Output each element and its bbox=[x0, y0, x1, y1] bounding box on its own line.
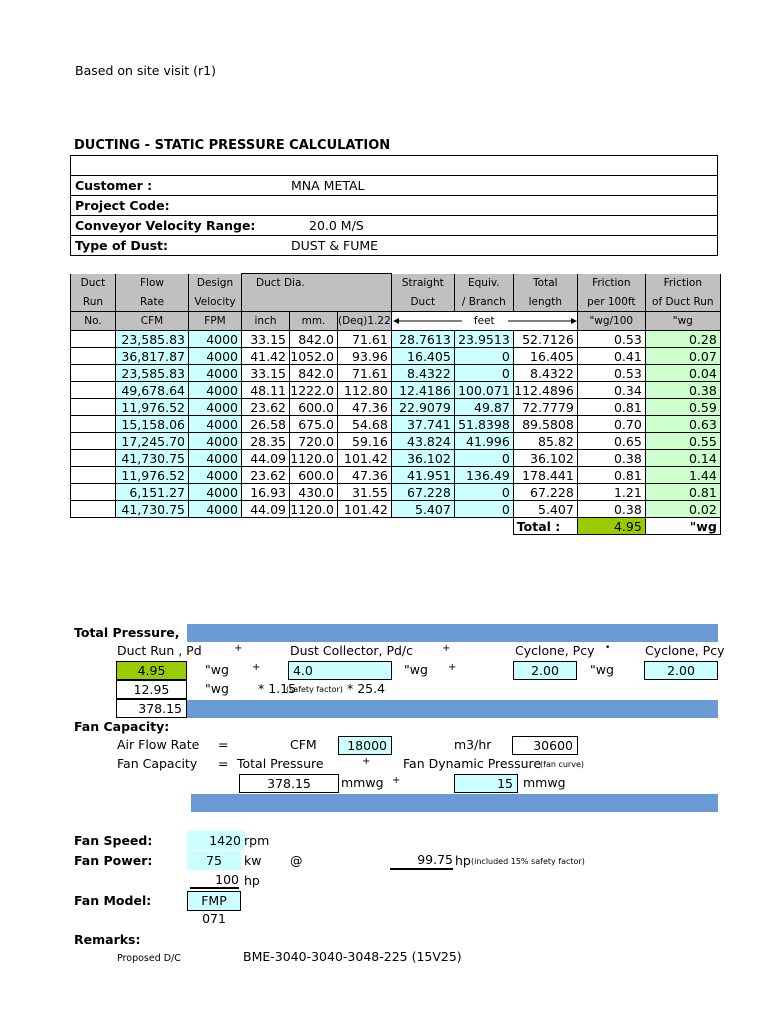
total-pressure-label: Total Pressure bbox=[237, 756, 324, 771]
table-cell: 0.04 bbox=[645, 365, 720, 382]
table-cell: 0.81 bbox=[577, 467, 645, 484]
table-cell bbox=[71, 331, 116, 348]
table-cell[interactable]: 4000 bbox=[189, 467, 242, 484]
table-row bbox=[71, 348, 721, 365]
total-unit: "wg bbox=[645, 518, 720, 535]
table-cell bbox=[71, 382, 116, 399]
table-cell: 52.7126 bbox=[513, 331, 577, 348]
table-cell[interactable]: 0 bbox=[454, 365, 513, 382]
table-cell[interactable]: 4000 bbox=[189, 382, 242, 399]
table-cell[interactable]: 17,245.70 bbox=[116, 433, 189, 450]
table-cell: 600.0 bbox=[290, 399, 338, 416]
table-cell: 0.38 bbox=[645, 382, 720, 399]
capacity-bar bbox=[191, 794, 718, 812]
table-cell: 0.53 bbox=[577, 331, 645, 348]
info-value[interactable]: MNA METAL bbox=[291, 178, 365, 193]
col-header: Velocity bbox=[189, 293, 242, 312]
table-cell bbox=[71, 348, 116, 365]
fan-speed-input[interactable]: 1420 bbox=[187, 831, 245, 850]
table-cell bbox=[71, 433, 116, 450]
table-cell bbox=[71, 399, 116, 416]
proposed-dc-label: Proposed D/C bbox=[117, 953, 181, 964]
mmwg-unit: mmwg bbox=[341, 775, 384, 790]
m3hr-value: 30600 bbox=[512, 736, 578, 755]
table-row bbox=[71, 501, 721, 518]
col-header bbox=[242, 293, 392, 312]
kw-unit: kw bbox=[244, 853, 262, 868]
table-cell: 0.41 bbox=[577, 348, 645, 365]
length-feet-header bbox=[391, 312, 577, 331]
table-cell: 31.55 bbox=[338, 484, 392, 501]
info-row-project-code bbox=[71, 195, 717, 215]
col-header: Total bbox=[513, 274, 577, 293]
table-cell[interactable]: 4000 bbox=[189, 501, 242, 518]
table-cell: 112.80 bbox=[338, 382, 392, 399]
table-cell: 0.65 bbox=[577, 433, 645, 450]
proposed-dc-value: BME-3040-3040-3048-225 (15V25) bbox=[243, 949, 462, 964]
m3hr-label: m3/hr bbox=[454, 737, 492, 752]
table-cell[interactable]: 4000 bbox=[189, 331, 242, 348]
remarks-label: Remarks: bbox=[74, 932, 141, 947]
safety-multiplier: * 1.15 bbox=[258, 681, 297, 696]
table-cell: 71.61 bbox=[338, 365, 392, 382]
fan-speed-label: Fan Speed: bbox=[74, 833, 153, 848]
site-visit-note: Based on site visit (r1) bbox=[75, 63, 217, 78]
table-cell: 23.62 bbox=[242, 467, 290, 484]
table-cell: 842.0 bbox=[290, 331, 338, 348]
total-pressure-mmwg: 378.15 bbox=[239, 774, 339, 793]
table-cell: 1.21 bbox=[577, 484, 645, 501]
dynamic-pressure-label: Fan Dynamic Pressure bbox=[403, 756, 542, 771]
table-row bbox=[71, 433, 721, 450]
table-cell: 16.93 bbox=[242, 484, 290, 501]
fan-model-label: Fan Model: bbox=[74, 893, 152, 908]
table-row bbox=[71, 450, 721, 467]
info-blank-row bbox=[71, 156, 717, 175]
table-cell[interactable]: 0 bbox=[454, 501, 513, 518]
table-cell: 0.81 bbox=[577, 399, 645, 416]
col-header: CFM bbox=[116, 312, 189, 331]
rated-hp-value: 100 bbox=[190, 872, 239, 889]
table-cell[interactable]: 36.102 bbox=[391, 450, 454, 467]
table-cell: 0.14 bbox=[645, 450, 720, 467]
fan-capacity-title: Fan Capacity: bbox=[74, 719, 170, 734]
pressure-bar-top bbox=[187, 624, 718, 642]
col-header: feet bbox=[473, 315, 495, 327]
table-cell[interactable]: 16.405 bbox=[391, 348, 454, 365]
table-cell: 1.44 bbox=[645, 467, 720, 484]
table-cell[interactable]: 136.49 bbox=[454, 467, 513, 484]
unit-wg: "wg bbox=[205, 681, 229, 696]
table-cell: 89.5808 bbox=[513, 416, 577, 433]
table-cell[interactable]: 28.7613 bbox=[391, 331, 454, 348]
info-value[interactable]: DUST & FUME bbox=[291, 238, 379, 253]
fan-curve-note: (fan curve) bbox=[540, 760, 584, 769]
fan-model-input[interactable]: FMP 071 bbox=[187, 891, 241, 911]
table-row bbox=[71, 484, 721, 501]
table-cell[interactable]: 36,817.87 bbox=[116, 348, 189, 365]
table-cell: 0.63 bbox=[645, 416, 720, 433]
table-cell: 47.36 bbox=[338, 399, 392, 416]
table-cell[interactable]: 41.951 bbox=[391, 467, 454, 484]
table-cell[interactable]: 4000 bbox=[189, 450, 242, 467]
table-cell: 93.96 bbox=[338, 348, 392, 365]
table-cell: 33.15 bbox=[242, 365, 290, 382]
info-row-velocity bbox=[71, 215, 717, 235]
table-row bbox=[71, 365, 721, 382]
table-cell[interactable]: 8.4322 bbox=[391, 365, 454, 382]
table-cell[interactable]: 4000 bbox=[189, 348, 242, 365]
table-cell[interactable]: 67.228 bbox=[391, 484, 454, 501]
table-cell: 1052.0 bbox=[290, 348, 338, 365]
total-row bbox=[71, 518, 721, 535]
col-header: Duct bbox=[71, 274, 116, 293]
table-cell: 0.55 bbox=[645, 433, 720, 450]
hp-unit: hp bbox=[244, 873, 260, 888]
col-header: FPM bbox=[189, 312, 242, 331]
table-cell[interactable]: 41,730.75 bbox=[116, 450, 189, 467]
col-header: Straight bbox=[391, 274, 454, 293]
hp-safety-note: (included 15% safety factor) bbox=[471, 857, 585, 866]
table-cell[interactable]: 12.4186 bbox=[391, 382, 454, 399]
col-header: / Branch bbox=[454, 293, 513, 312]
dust-collector-label: Dust Collector, Pd/c bbox=[290, 643, 414, 658]
table-cell: 1120.0 bbox=[290, 450, 338, 467]
project-info-table bbox=[70, 155, 718, 256]
table-cell[interactable]: 23,585.83 bbox=[116, 331, 189, 348]
table-cell: 1222.0 bbox=[290, 382, 338, 399]
air-flow-label: Air Flow Rate bbox=[117, 737, 200, 752]
table-cell: 1120.0 bbox=[290, 501, 338, 518]
table-cell: 0.59 bbox=[645, 399, 720, 416]
dynamic-pressure-input[interactable]: 15 bbox=[454, 774, 518, 793]
col-header: Equiv. bbox=[454, 274, 513, 293]
plus-sign: + bbox=[234, 643, 243, 654]
table-cell[interactable]: 4000 bbox=[189, 399, 242, 416]
table-cell: 842.0 bbox=[290, 365, 338, 382]
info-value[interactable]: 20.0 M/S bbox=[309, 218, 364, 233]
pressure-bar-bottom bbox=[187, 700, 718, 718]
table-row bbox=[71, 467, 721, 484]
equals-sign: = bbox=[218, 756, 229, 771]
table-cell: 67.228 bbox=[513, 484, 577, 501]
table-row bbox=[71, 331, 721, 348]
table-cell[interactable]: 0 bbox=[454, 484, 513, 501]
table-cell: 720.0 bbox=[290, 433, 338, 450]
table-cell: 85.82 bbox=[513, 433, 577, 450]
dust-collector-input[interactable]: 4.0 bbox=[288, 661, 392, 680]
table-cell[interactable]: 0 bbox=[454, 348, 513, 365]
table-cell[interactable]: 100.071 bbox=[454, 382, 513, 399]
duct-run-label: Duct Run , Pd bbox=[117, 643, 202, 658]
cyclone-label-2: Cyclone, Pcy bbox=[645, 643, 725, 658]
unit-wg: "wg bbox=[205, 662, 229, 677]
col-header: Duct bbox=[391, 293, 454, 312]
cfm-label: CFM bbox=[290, 737, 317, 752]
table-cell bbox=[71, 450, 116, 467]
table-cell: 41.42 bbox=[242, 348, 290, 365]
table-cell[interactable]: 43.824 bbox=[391, 433, 454, 450]
table-cell[interactable]: 23.9513 bbox=[454, 331, 513, 348]
cyclone-input[interactable]: 2.00 bbox=[513, 661, 577, 680]
table-cell: 71.61 bbox=[338, 331, 392, 348]
plus-sign: + bbox=[252, 662, 261, 673]
table-cell: 600.0 bbox=[290, 467, 338, 484]
table-cell: 675.0 bbox=[290, 416, 338, 433]
table-cell[interactable]: 51.8398 bbox=[454, 416, 513, 433]
info-label: Customer : bbox=[75, 178, 153, 193]
table-cell: 47.36 bbox=[338, 467, 392, 484]
col-header: No. bbox=[71, 312, 116, 331]
table-cell: 178.441 bbox=[513, 467, 577, 484]
table-cell[interactable]: 15,158.06 bbox=[116, 416, 189, 433]
pressure-subtotal: 12.95 bbox=[116, 680, 187, 699]
col-header: Flow bbox=[116, 274, 189, 293]
rpm-unit: rpm bbox=[244, 833, 270, 848]
table-cell: 5.407 bbox=[513, 501, 577, 518]
duct-run-value: 4.95 bbox=[116, 661, 187, 680]
col-header: Rate bbox=[116, 293, 189, 312]
table-cell: 0.28 bbox=[645, 331, 720, 348]
table-cell: 72.7779 bbox=[513, 399, 577, 416]
table-cell[interactable]: 23,585.83 bbox=[116, 365, 189, 382]
col-header: Friction bbox=[577, 274, 645, 293]
table-cell: 0.53 bbox=[577, 365, 645, 382]
table-cell: 8.4322 bbox=[513, 365, 577, 382]
col-header: "wg/100 bbox=[577, 312, 645, 331]
cfm-input[interactable]: 18000 bbox=[338, 736, 392, 755]
fan-capacity-label: Fan Capacity bbox=[117, 756, 198, 771]
col-header: Design bbox=[189, 274, 242, 293]
hp-value: 99.75 bbox=[390, 852, 453, 870]
info-label: Type of Dust: bbox=[75, 238, 169, 253]
table-cell: 44.09 bbox=[242, 450, 290, 467]
col-header: (Deq)1.22 bbox=[338, 312, 392, 331]
col-header: mm. bbox=[290, 312, 338, 331]
col-header: length bbox=[513, 293, 577, 312]
table-cell[interactable]: 41.996 bbox=[454, 433, 513, 450]
header-row-3 bbox=[71, 312, 721, 331]
plus-sign: + bbox=[448, 662, 457, 673]
col-header: per 100ft bbox=[577, 293, 645, 312]
table-cell[interactable]: 22.9079 bbox=[391, 399, 454, 416]
table-cell[interactable]: 0 bbox=[454, 450, 513, 467]
table-cell: 101.42 bbox=[338, 501, 392, 518]
table-cell: 26.58 bbox=[242, 416, 290, 433]
col-header: Run bbox=[71, 293, 116, 312]
conversion-factor: * 25.4 bbox=[347, 681, 386, 696]
unit-wg: "wg bbox=[590, 662, 614, 677]
table-cell: 101.42 bbox=[338, 450, 392, 467]
table-cell bbox=[71, 416, 116, 433]
table-cell[interactable]: 6,151.27 bbox=[116, 484, 189, 501]
table-cell[interactable]: 49.87 bbox=[454, 399, 513, 416]
at-sign: @ bbox=[290, 853, 303, 868]
table-cell: 0.81 bbox=[645, 484, 720, 501]
duct-table-body bbox=[71, 331, 721, 518]
table-cell: 59.16 bbox=[338, 433, 392, 450]
header-row-1 bbox=[71, 274, 721, 293]
info-row-dust-type bbox=[71, 235, 717, 255]
table-cell[interactable]: 11,976.52 bbox=[116, 399, 189, 416]
page-title: DUCTING - STATIC PRESSURE CALCULATION bbox=[74, 138, 391, 153]
mmwg-unit: mmwg bbox=[523, 775, 566, 790]
table-cell bbox=[71, 365, 116, 382]
col-header: Friction bbox=[645, 274, 720, 293]
table-cell: 0.38 bbox=[577, 450, 645, 467]
table-cell[interactable]: 4000 bbox=[189, 433, 242, 450]
table-row bbox=[71, 399, 721, 416]
fan-power-label: Fan Power: bbox=[74, 853, 153, 868]
table-cell: 23.62 bbox=[242, 399, 290, 416]
table-cell: 28.35 bbox=[242, 433, 290, 450]
table-cell[interactable]: 4000 bbox=[189, 416, 242, 433]
hp-unit: hp bbox=[455, 853, 471, 868]
table-cell[interactable]: 49,678.64 bbox=[116, 382, 189, 399]
table-cell bbox=[71, 467, 116, 484]
table-cell: 0.34 bbox=[577, 382, 645, 399]
table-cell[interactable]: 4000 bbox=[189, 484, 242, 501]
table-cell: 36.102 bbox=[513, 450, 577, 467]
table-cell: 112.4896 bbox=[513, 382, 577, 399]
total-pressure-title: Total Pressure, bbox=[74, 625, 180, 640]
info-label: Conveyor Velocity Range: bbox=[75, 218, 256, 233]
unit-wg: "wg bbox=[404, 662, 428, 677]
total-label: Total : bbox=[513, 518, 577, 535]
fan-power-input[interactable]: 75 bbox=[187, 851, 241, 870]
table-cell[interactable]: 5.407 bbox=[391, 501, 454, 518]
table-cell: 33.15 bbox=[242, 331, 290, 348]
table-cell: 0.02 bbox=[645, 501, 720, 518]
table-cell: 0.38 bbox=[577, 501, 645, 518]
equals-sign: = bbox=[218, 737, 229, 752]
table-cell: 0.70 bbox=[577, 416, 645, 433]
col-header: Duct Dia. bbox=[242, 274, 392, 293]
cyclone-label: Cyclone, Pcy bbox=[515, 643, 595, 658]
table-cell: 44.09 bbox=[242, 501, 290, 518]
table-cell: 48.11 bbox=[242, 382, 290, 399]
info-row-customer bbox=[71, 175, 717, 195]
total-value: 4.95 bbox=[577, 518, 645, 535]
cyclone-input-2[interactable]: 2.00 bbox=[644, 661, 718, 680]
table-cell[interactable]: 41,730.75 bbox=[116, 501, 189, 518]
table-cell[interactable]: 4000 bbox=[189, 365, 242, 382]
plus-sign: + bbox=[392, 775, 401, 786]
info-label: Project Code: bbox=[75, 198, 170, 213]
table-cell bbox=[71, 484, 116, 501]
table-row bbox=[71, 416, 721, 433]
bullet-sign: • bbox=[605, 643, 611, 653]
plus-sign: + bbox=[362, 756, 371, 767]
table-cell: 430.0 bbox=[290, 484, 338, 501]
col-header: "wg bbox=[645, 312, 720, 331]
table-cell[interactable]: 11,976.52 bbox=[116, 467, 189, 484]
total-pressure-result: 378.15 bbox=[116, 699, 187, 718]
table-row bbox=[71, 382, 721, 399]
header-row-2 bbox=[71, 293, 721, 312]
col-header: inch bbox=[242, 312, 290, 331]
duct-table bbox=[70, 273, 721, 535]
table-cell bbox=[71, 501, 116, 518]
col-header: of Duct Run bbox=[645, 293, 720, 312]
plus-sign: + bbox=[442, 643, 451, 654]
table-cell: 16.405 bbox=[513, 348, 577, 365]
table-cell: 54.68 bbox=[338, 416, 392, 433]
table-cell: 0.07 bbox=[645, 348, 720, 365]
safety-note: (safety factor) bbox=[286, 685, 343, 694]
table-cell[interactable]: 37.741 bbox=[391, 416, 454, 433]
